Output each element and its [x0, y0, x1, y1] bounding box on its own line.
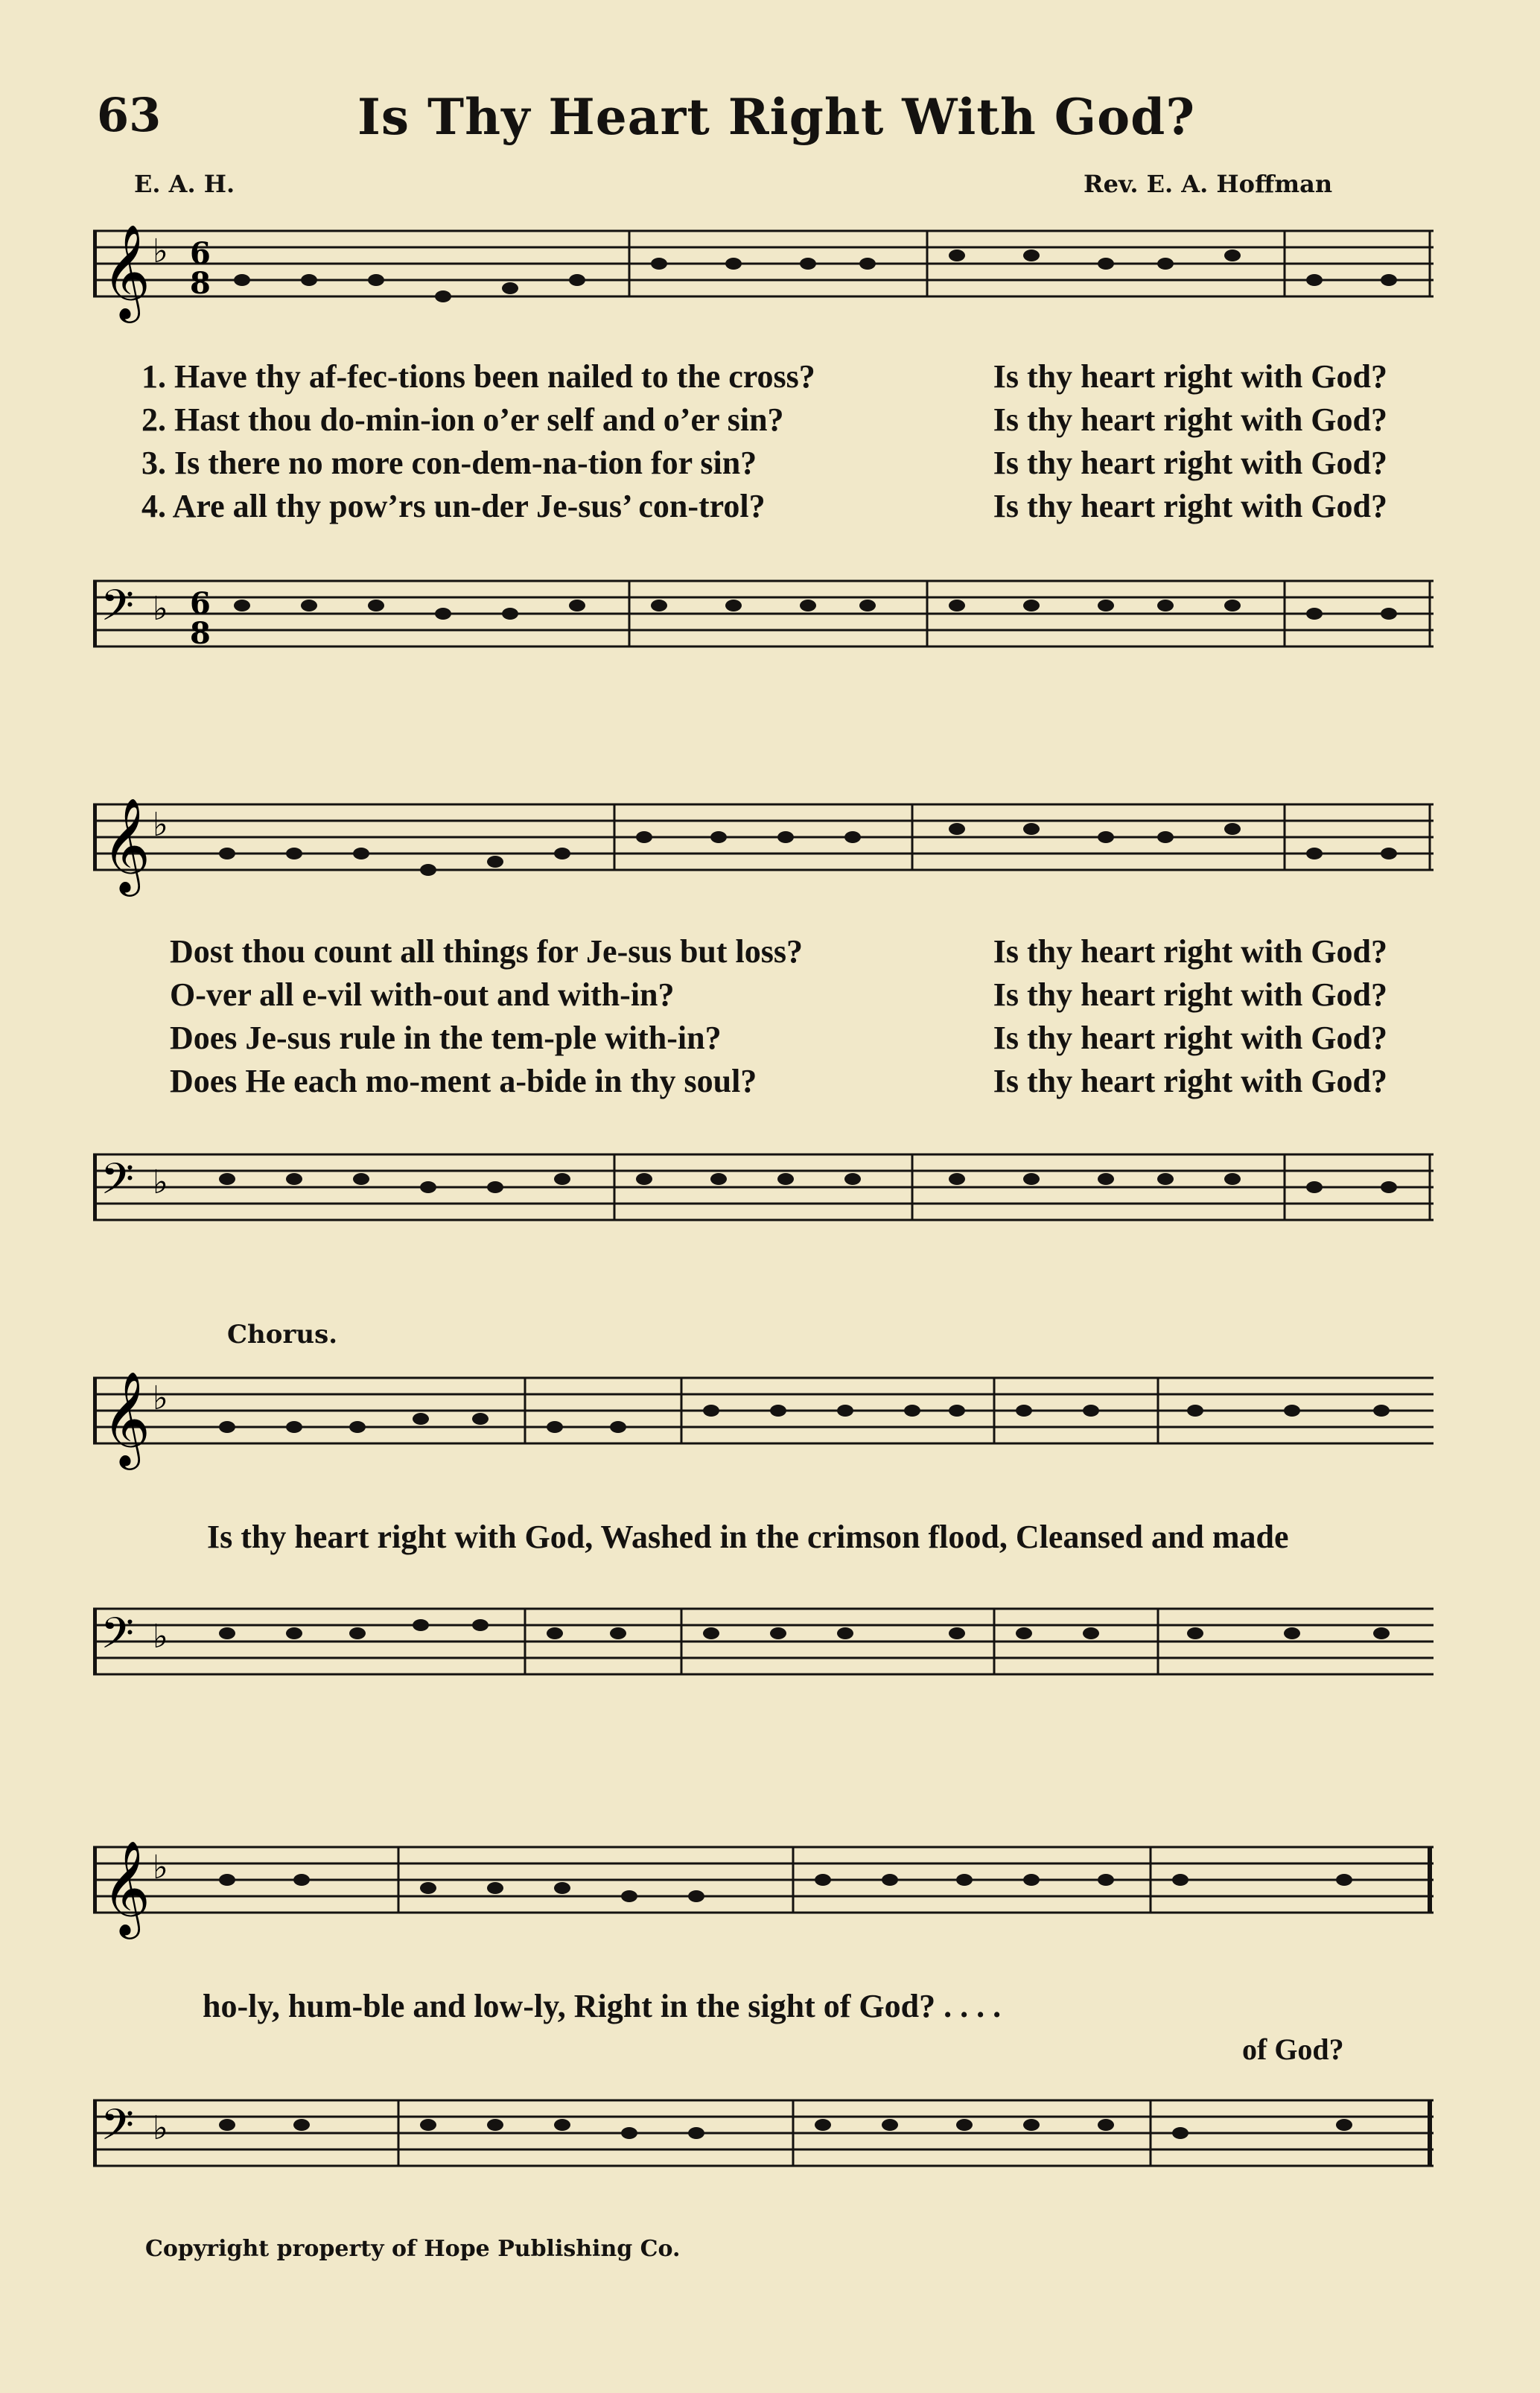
flat-icon: ♭ — [153, 1618, 168, 1656]
treble-clef-icon: 𝄞 — [102, 1840, 151, 1935]
verse-line: O-ver all e-vil with-out and with-in? — [170, 976, 675, 1013]
treble-clef-icon: 𝄞 — [102, 1370, 151, 1466]
verse-refrain: Is thy heart right with God? — [993, 1063, 1387, 1099]
bass-clef-icon: 𝄢 — [101, 2100, 135, 2161]
bass-clef-icon: 𝄢 — [101, 1608, 135, 1669]
bass-clef-icon: 𝄢 — [101, 1154, 135, 1215]
verse-refrain: Is thy heart right with God? — [993, 933, 1387, 970]
verse-refrain: Is thy heart right with God? — [993, 1020, 1387, 1056]
bass-staff-chorus-1 — [93, 1594, 1434, 1713]
bass-staff-system-2 — [93, 1140, 1434, 1259]
flat-icon: ♭ — [153, 590, 168, 628]
music-credit: Rev. E. A. Hoffman — [1084, 170, 1333, 198]
verse-line: 1. Have thy af-fec-tions been nailed to the cross? — [141, 358, 815, 395]
flat-icon: ♭ — [153, 1379, 168, 1417]
bass-staff-chorus-2 — [93, 2085, 1434, 2205]
verse-line: 2. Hast thou do-min-ion o’er self and o’er sin? — [141, 401, 784, 438]
verse-line: Dost thou count all things for Je-sus but loss? — [170, 933, 804, 970]
flat-icon: ♭ — [153, 2109, 168, 2147]
verse-refrain: Is thy heart right with God? — [993, 488, 1387, 524]
flat-icon: ♭ — [153, 1163, 168, 1201]
flat-icon: ♭ — [153, 232, 168, 270]
treble-clef-icon: 𝄞 — [102, 223, 151, 319]
verse-line: Does Je-sus rule in the tem-ple with-in? — [170, 1020, 722, 1056]
verse-refrain: Is thy heart right with God? — [993, 358, 1387, 395]
svg-text:6: 6 — [190, 586, 211, 621]
svg-text:8: 8 — [190, 266, 211, 301]
svg-text:8: 8 — [190, 616, 211, 651]
flat-icon: ♭ — [153, 806, 168, 844]
treble-staff-chorus-1 — [93, 1363, 1434, 1482]
flat-icon: ♭ — [153, 1849, 168, 1887]
treble-staff-chorus-2 — [93, 1832, 1434, 1951]
page-number: 63 — [97, 88, 162, 142]
chorus-echo: of God? — [1242, 2033, 1344, 2066]
svg-text:6: 6 — [190, 236, 211, 271]
chorus-line-1: Is thy heart right with God, Washed in the crimson flood, Cleansed and made — [207, 1519, 1289, 1555]
verse-line: 3. Is there no more con-dem-na-tion for sin? — [141, 445, 757, 481]
treble-clef-icon: 𝄞 — [102, 797, 151, 892]
chorus-line-2: ho-ly, hum-ble and low-ly, Right in the sight of God? . . . . — [203, 1988, 1002, 2024]
verse-line: 4. Are all thy pow’rs un-der Je-sus’ con-trol? — [141, 488, 766, 524]
verse-refrain: Is thy heart right with God? — [993, 976, 1387, 1013]
treble-staff-system-2 — [93, 789, 1434, 909]
words-credit: E. A. H. — [134, 170, 235, 198]
verse-refrain: Is thy heart right with God? — [993, 401, 1387, 438]
bass-clef-icon: 𝄢 — [101, 580, 135, 641]
bass-staff-system-1 — [93, 566, 1434, 685]
hymn-title: Is Thy Heart Right With God? — [357, 88, 1195, 146]
verse-refrain: Is thy heart right with God? — [993, 445, 1387, 481]
chorus-label: Chorus. — [227, 1320, 338, 1350]
treble-staff-system-1 — [93, 216, 1434, 335]
copyright-notice: Copyright property of Hope Publishing Co. — [145, 2236, 681, 2262]
verse-line: Does He each mo-ment a-bide in thy soul? — [170, 1063, 757, 1099]
